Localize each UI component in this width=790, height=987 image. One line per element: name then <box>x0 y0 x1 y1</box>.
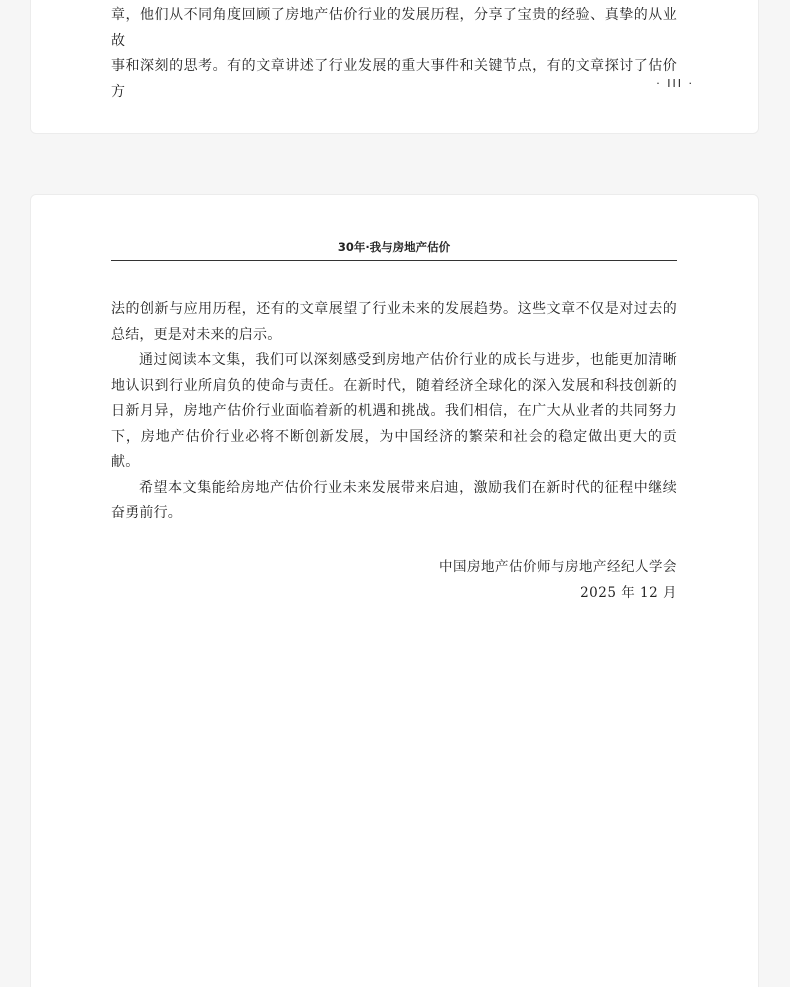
text-line: 章，他们从不同角度回顾了房地产估价行业的发展历程，分享了宝贵的经验、真挚的从业故 <box>111 7 677 49</box>
text-line: 事和深刻的思考。有的文章讲述了行业发展的重大事件和关键节点，有的文章探讨了估价方 <box>111 58 677 100</box>
previous-page-text <box>111 3 677 105</box>
paragraph: 通过阅读本文集，我们可以深刻感受到房地产估价行业的成长与进步，也能更加清晰地认识到行业所肩负的使命与责任。在新时代，随着经济全球化的深入发展和科技创新的日新月异，房地产估价行业面临着新的机遇和挑战。我们相信，在广大从业者的共同努力下，房地产估价行业必将不断创新发展，为中国经济的繁荣和社会的稳定做出更大的贡献。 <box>111 352 677 470</box>
page-number: · III · <box>656 77 694 90</box>
signature-organization: 中国房地产估价师与房地产经纪人学会 <box>439 559 677 575</box>
body-text <box>111 297 677 527</box>
paragraph-continued: 法的创新与应用历程，还有的文章展望了行业未来的发展趋势。这些文章不仅是对过去的总结，更是对未来的启示。 <box>111 301 677 343</box>
signature-date: 2025 年 12 月 <box>580 585 677 601</box>
signature-block <box>111 554 677 606</box>
running-header: 30年·我与房地产估价 <box>111 239 677 261</box>
previous-page <box>30 0 759 134</box>
current-page <box>30 194 759 987</box>
paragraph: 希望本文集能给房地产估价行业未来发展带来启迪，激励我们在新时代的征程中继续奋勇前行。 <box>111 479 677 521</box>
